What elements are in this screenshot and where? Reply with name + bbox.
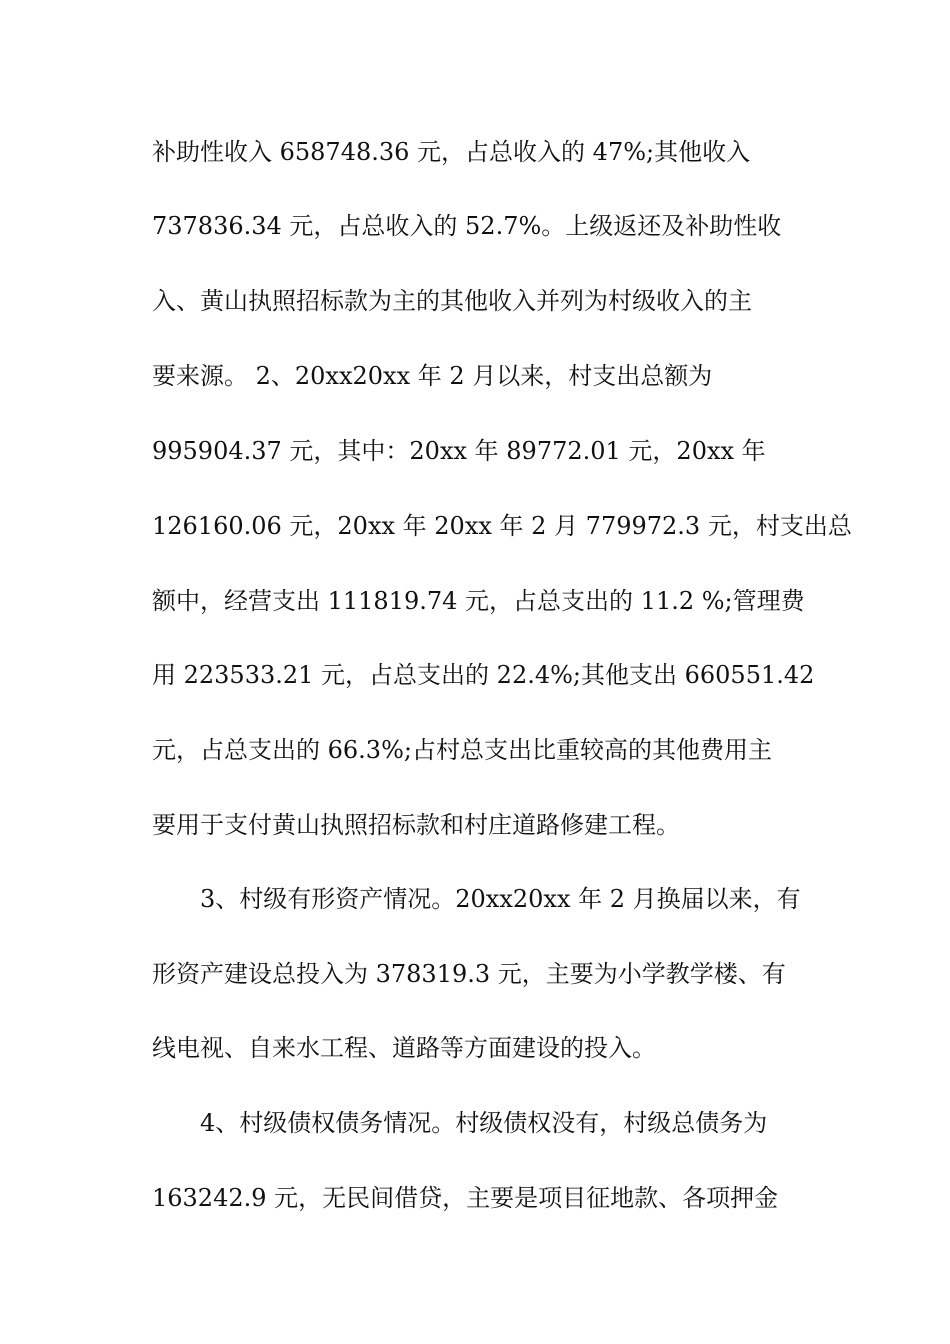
paragraph-4-first-line: 4、村级债权债务情况。村级债权没有，村级总债务为 — [200, 1109, 768, 1137]
text-line: 要用于支付黄山执照招标款和村庄道路修建工程。 — [152, 811, 680, 839]
paragraph-3-first-line: 3、村级有形资产情况。20xx20xx 年 2 月换届以来，有 — [200, 885, 801, 913]
text-line: 形资产建设总投入为 378319.3 元，主要为小学教学楼、有 — [152, 960, 786, 988]
text-line: 入、黄山执照招标款为主的其他收入并列为村级收入的主 — [152, 287, 752, 315]
text-line: 线电视、自来水工程、道路等方面建设的投入。 — [152, 1034, 656, 1062]
text-line: 元，占总支出的 66.3%;占村总支出比重较高的其他费用主 — [152, 736, 772, 764]
text-line: 126160.06 元，20xx 年 20xx 年 2 月 779972.3 元，村支出总 — [152, 512, 852, 540]
text-line: 737836.34 元，占总收入的 52.7%。上级返还及补助性收 — [152, 212, 782, 240]
text-line: 额中，经营支出 111819.74 元，占总支出的 11.2 %;管理费 — [152, 587, 805, 615]
text-line: 补助性收入 658748.36 元，占总收入的 47%;其他收入 — [152, 138, 751, 166]
text-line: 要来源。 2、20xx20xx 年 2 月以来，村支出总额为 — [152, 362, 713, 390]
text-line: 用 223533.21 元，占总支出的 22.4%;其他支出 660551.42 — [152, 661, 815, 689]
text-line: 995904.37 元，其中：20xx 年 89772.01 元，20xx 年 — [152, 437, 766, 465]
text-line: 163242.9 元，无民间借贷，主要是项目征地款、各项押金 — [152, 1184, 779, 1212]
